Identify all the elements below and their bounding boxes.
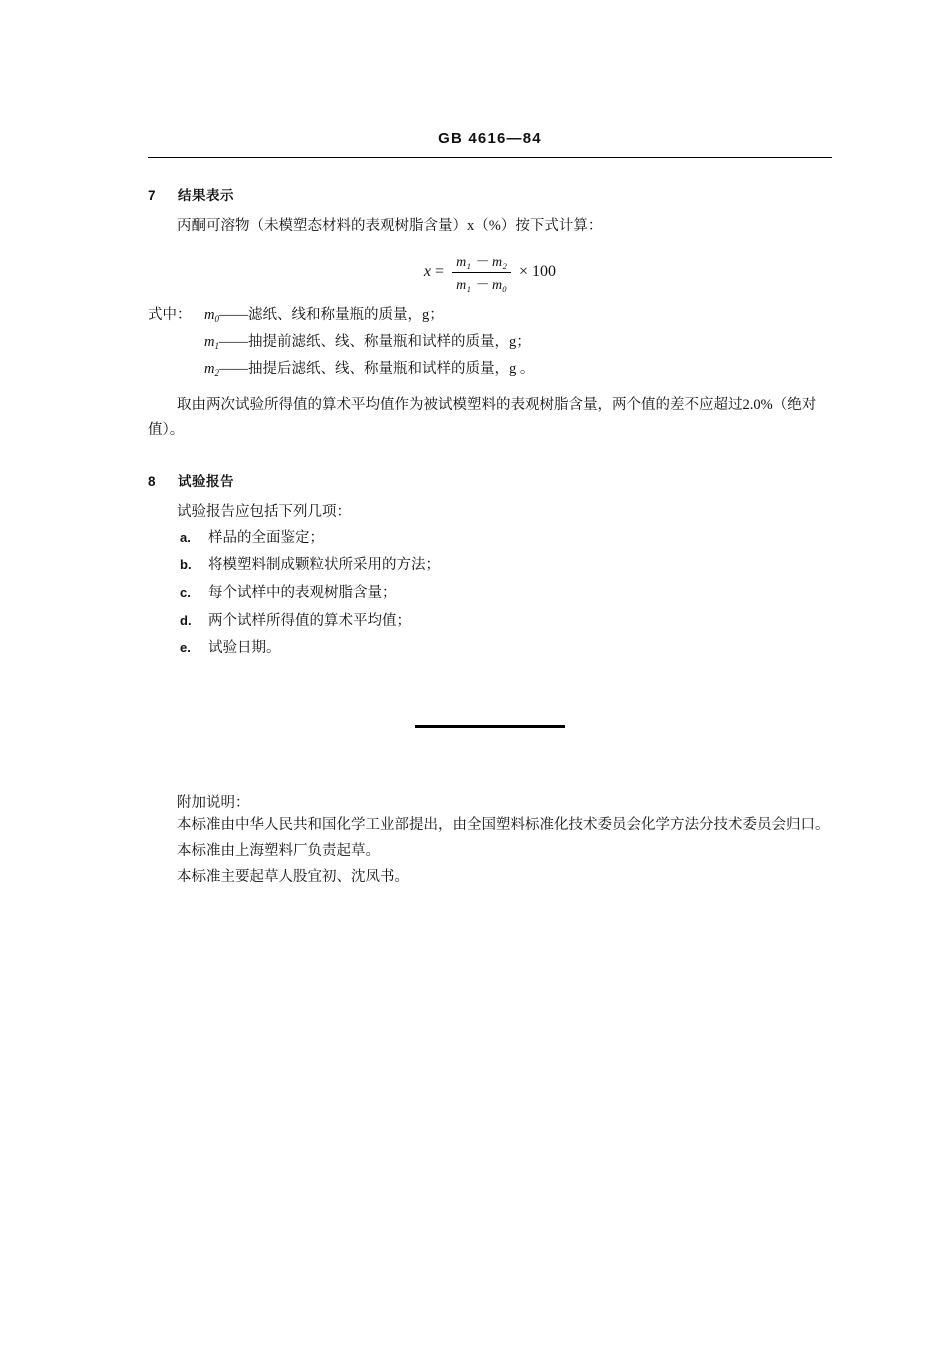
list-item-label: 试验日期。	[208, 640, 281, 657]
section-number: 8	[148, 473, 157, 489]
list-item	[180, 525, 832, 553]
list-item-marker: c.	[180, 585, 191, 601]
appendix-paragraph: 本标准由上海塑料厂负责起草。	[177, 842, 380, 859]
list-item-label: 两个试样所得值的算术平均值；	[208, 612, 411, 629]
definition-text: ——滤纸、线和称量瓶的质量，g；	[218, 307, 444, 324]
where-label: 式中：	[148, 307, 192, 324]
formula-equals: =	[435, 263, 445, 281]
list-item-label: 将模塑料制成颗粒状所采用的方法；	[208, 557, 440, 574]
definition-symbol: $m_2$	[204, 361, 219, 378]
list-item	[180, 580, 832, 608]
appendix-paragraph: 本标准由中华人民共和国化学工业部提出，由全国塑料标准化技术委员会化学方法分技术委员会归口。	[177, 816, 830, 833]
list-item-marker: d.	[180, 612, 192, 628]
definition-row	[148, 302, 832, 329]
formula-lhs: x	[423, 263, 432, 281]
list-item-marker: e.	[180, 640, 191, 656]
list-item	[180, 635, 832, 663]
horizontal-rule	[415, 725, 565, 728]
list-item-label: 每个试样中的表观树脂含量；	[208, 585, 397, 602]
definition-symbol: $m_0$	[204, 307, 219, 325]
appendix-paragraph: 本标准主要起草人股宜初、沈凤书。	[177, 868, 409, 885]
header-divider	[148, 157, 832, 158]
section-title: 试验报告	[178, 473, 234, 489]
list-item-label: 样品的全面鉴定；	[208, 529, 324, 546]
list-item	[180, 608, 832, 636]
definition-text: ——抽提后滤纸、线、称量瓶和试样的质量，g 。	[218, 361, 535, 377]
list-item-marker: b.	[180, 557, 192, 573]
list-item	[180, 552, 832, 580]
formula-denominator: m₁ － m₀	[456, 278, 508, 294]
section-test-report	[148, 470, 832, 663]
section-closing-text: 取由两次试验所得值的算术平均值作为被试模塑料的表观树脂含量，两个值的差不应超过2.0%（绝对值）。	[148, 396, 817, 439]
definition-symbol: $m_1$	[204, 334, 219, 352]
symbol-definition-list	[148, 302, 832, 382]
formula-tail: × 100	[519, 263, 557, 281]
list-item-marker: a.	[180, 529, 191, 545]
report-items-list	[148, 525, 832, 663]
section-heading	[148, 470, 832, 490]
section-intro-text: 试验报告应包括下列几项：	[177, 503, 351, 520]
appendix-note	[148, 791, 832, 890]
appendix-title: 附加说明：	[177, 794, 250, 811]
formula-apparent-resin-content	[148, 251, 832, 294]
definition-row	[148, 329, 832, 356]
definition-row	[148, 356, 832, 383]
formula-numerator: m₁ － m₂	[452, 251, 511, 273]
section-heading	[148, 184, 832, 204]
definition-text: ——抽提前滤纸、线、称量瓶和试样的质量，g；	[218, 334, 531, 351]
section-end-divider	[148, 715, 832, 733]
formula-fraction	[452, 251, 511, 294]
page-content	[148, 0, 832, 890]
section-title: 结果表示	[178, 188, 234, 203]
page-header-standard-number: GB 4616—84	[438, 130, 542, 147]
section-results	[148, 184, 832, 444]
section-intro-text: 丙酮可溶物（未模塑态材料的表观树脂含量）x（%）按下式计算：	[177, 218, 603, 234]
section-number: 7	[148, 188, 157, 203]
